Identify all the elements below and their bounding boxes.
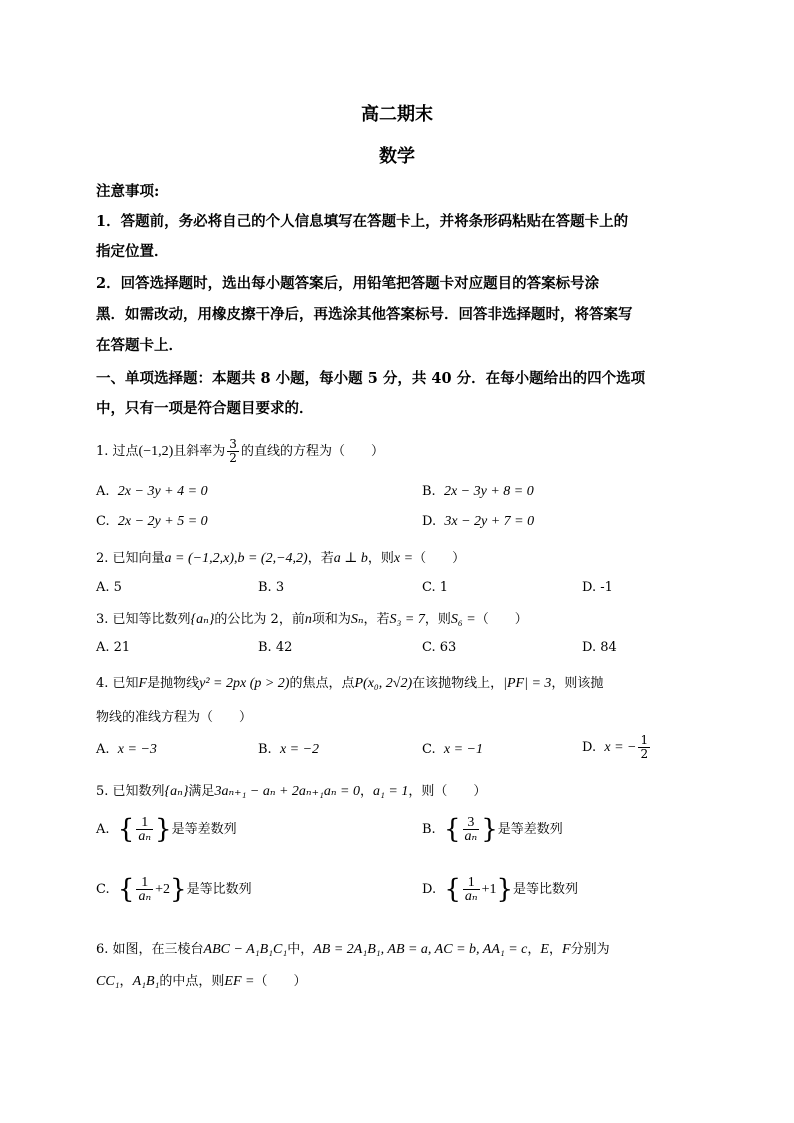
q5-option-a-label: A. xyxy=(96,822,110,837)
right-brace-icon: } xyxy=(496,874,514,905)
q2-ask: x = xyxy=(393,551,414,566)
q4-line-2: 物线的准线方程为（ ） xyxy=(96,710,253,725)
question-6 xyxy=(96,938,610,958)
q5-option-d-text: 是等比数列 xyxy=(513,882,579,897)
question-1 xyxy=(96,438,384,465)
exam-title: 高二期末 xyxy=(361,104,433,125)
q5-option-d-num: 1 xyxy=(463,876,480,890)
right-brace-icon: } xyxy=(481,814,498,845)
left-brace-icon: { xyxy=(444,874,461,905)
q6-point-e: E xyxy=(540,942,549,957)
q4-option-d-text: x = − xyxy=(604,740,637,755)
q5-option-d-plus: +1 xyxy=(481,882,497,897)
q1-slope-fraction xyxy=(227,438,239,465)
q5-option-b-label: B. xyxy=(422,822,436,837)
q3-mid-1: 的公比为 2，前 xyxy=(214,612,305,627)
note-2-line-2: 黑．如需改动，用橡皮擦干净后，再选涂其他答案标号．回答非选择题时，将答案写 xyxy=(96,306,633,323)
q3-sequence: {aₙ} xyxy=(190,612,215,627)
q5-option-b-den: aₙ xyxy=(464,829,478,844)
notes-heading: 注意事项: xyxy=(96,183,160,200)
q2-post: ，则 xyxy=(367,551,394,566)
q4-option-a xyxy=(96,742,157,758)
q6-line-2-comma: ， xyxy=(119,974,133,989)
q4-point: P(x₀, 2√2) xyxy=(354,676,413,691)
q6-line-2 xyxy=(96,970,307,990)
q2-separator: , xyxy=(233,551,238,566)
q6-relation: AB = 2A₁B₁, AB = a, AC = b, AA₁ = c xyxy=(313,942,528,957)
q2-mid: ，若 xyxy=(307,551,334,566)
question-2 xyxy=(96,547,465,567)
q5-prefix: 5. 已知数列 xyxy=(96,784,165,799)
q4-option-c-text: x = −1 xyxy=(443,742,483,757)
q5-option-d xyxy=(422,876,578,903)
q3-option-a: A. 21 xyxy=(96,640,131,655)
q5-tail: ，则（ ） xyxy=(408,784,487,799)
q1-slope-num: 3 xyxy=(229,437,237,451)
q2-option-d: D. -1 xyxy=(582,580,613,595)
q1-prefix: 1. 过点 xyxy=(96,444,139,459)
q3-option-c: C. 63 xyxy=(422,640,457,655)
q2-prefix: 2. 已知向量 xyxy=(96,551,165,566)
q5-option-c xyxy=(96,876,252,903)
q1-option-b xyxy=(422,484,534,500)
q1-option-c xyxy=(96,514,208,530)
q5-option-c-text: 是等比数列 xyxy=(186,882,252,897)
q2-option-b: B. 3 xyxy=(258,580,285,595)
right-brace-icon: } xyxy=(170,874,187,905)
q4-focus: F xyxy=(138,676,148,691)
q4-mid-3: 在该抛物线上， xyxy=(412,676,504,691)
q1-point: (−1,2) xyxy=(138,444,174,459)
q4-option-c xyxy=(422,742,483,758)
q1-option-b-text: 2x − 3y + 8 = 0 xyxy=(443,484,534,499)
q6-edge-a1b1: A₁B₁ xyxy=(132,974,160,989)
q6-vector-ef: EF = xyxy=(224,974,255,989)
q1-option-c-text: 2x − 2y + 5 = 0 xyxy=(117,514,208,529)
q1-option-a xyxy=(96,484,208,500)
section-1-heading-line-2: 中，只有一项是符合题目要求的． xyxy=(96,400,314,417)
section-1-heading-line-1: 一、单项选择题：本题共 8 小题，每小题 5 分，共 40 分．在每小题给出的四个选项 xyxy=(96,370,646,387)
q1-option-d xyxy=(422,514,534,530)
note-2-line-1: 2．回答选择题时，选出每小题答案后，用铅笔把答题卡对应题目的答案标号涂 xyxy=(96,275,600,292)
q4-option-b xyxy=(258,742,319,758)
exam-subject: 数学 xyxy=(379,146,415,167)
q5-relation: 3aₙ₊₁ − aₙ + 2aₙ₊₁aₙ = 0 xyxy=(214,784,360,799)
q5-option-c-fraction xyxy=(136,876,153,903)
q4-distance: |PF| = 3 xyxy=(503,676,552,691)
q6-solid: ABC − A₁B₁C₁ xyxy=(203,942,288,957)
q5-option-c-num: 1 xyxy=(136,876,153,890)
q4-option-a-text: x = −3 xyxy=(117,742,157,757)
note-1-line-1: 1．答题前，务必将自己的个人信息填写在答题卡上，并将条形码粘贴在答题卡上的 xyxy=(96,213,629,230)
q3-option-b: B. 42 xyxy=(258,640,293,655)
q4-mid-1: 是抛物线 xyxy=(147,676,200,691)
q3-mid-4: ，则 xyxy=(424,612,451,627)
q5-initial: a₁ = 1 xyxy=(373,784,409,799)
q6-mid-2: ， xyxy=(527,942,541,957)
q3-s3: S₃ = 7 xyxy=(389,612,425,627)
q2-option-a: A. 5 xyxy=(96,580,122,595)
q4-option-d-num: 1 xyxy=(640,733,649,747)
q2-option-c: C. 1 xyxy=(422,580,449,595)
q1-post: 的直线的方程为（ ） xyxy=(240,444,384,459)
q5-option-c-plus: +2 xyxy=(155,882,171,897)
q3-sn: Sₙ xyxy=(350,612,364,627)
q5-option-d-label: D. xyxy=(422,882,437,897)
q4-option-c-label: C. xyxy=(422,742,436,757)
q2-tail: （ ） xyxy=(413,551,466,566)
q4-option-d-fraction xyxy=(638,734,650,761)
q5-option-a-text: 是等差数列 xyxy=(171,822,237,837)
q3-prefix: 3. 已知等比数列 xyxy=(96,612,191,627)
q1-option-d-label: D. xyxy=(422,514,437,529)
q5-option-b xyxy=(422,816,563,843)
q4-prefix: 4. 已知 xyxy=(96,676,139,691)
q2-vector-b: b = (2,−4,2) xyxy=(237,551,308,566)
q5-option-c-den: aₙ xyxy=(138,889,152,904)
q5-separator: ， xyxy=(360,784,374,799)
q1-option-a-text: 2x − 3y + 4 = 0 xyxy=(117,484,208,499)
q5-sequence: {aₙ} xyxy=(164,784,189,799)
q5-option-c-label: C. xyxy=(96,882,110,897)
q6-point-f: F xyxy=(562,942,571,957)
q3-mid-3: ，若 xyxy=(363,612,390,627)
q4-option-d-den: 2 xyxy=(640,747,649,761)
note-1-line-2: 指定位置． xyxy=(96,243,169,260)
q3-option-d: D. 84 xyxy=(582,640,617,655)
question-5 xyxy=(96,780,486,800)
q1-option-d-text: 3x − 2y + 7 = 0 xyxy=(444,514,535,529)
q1-option-b-label: B. xyxy=(422,484,436,499)
q4-option-b-label: B. xyxy=(258,742,272,757)
right-brace-icon: } xyxy=(155,814,172,845)
q6-mid-1: 中， xyxy=(287,942,314,957)
note-2-line-3: 在答题卡上． xyxy=(96,337,183,354)
q5-option-a xyxy=(96,816,237,843)
q6-line-2-mid: 的中点，则 xyxy=(159,974,225,989)
q1-mid: 且斜率为 xyxy=(173,444,226,459)
q4-parabola: y² = 2px (p > 2) xyxy=(199,676,290,691)
q4-option-b-text: x = −2 xyxy=(279,742,320,757)
q6-mid-3: 分别为 xyxy=(570,942,610,957)
q6-edge-cc1: CC₁ xyxy=(96,974,120,989)
q6-comma: ， xyxy=(548,942,562,957)
q5-option-b-text: 是等差数列 xyxy=(497,822,563,837)
q4-option-d-label: D. xyxy=(582,740,597,755)
question-3 xyxy=(96,608,528,628)
q5-option-d-den: aₙ xyxy=(464,889,478,904)
q5-option-b-num: 3 xyxy=(463,816,480,830)
left-brace-icon: { xyxy=(117,874,135,905)
q5-mid: 满足 xyxy=(188,784,215,799)
q3-tail: （ ） xyxy=(475,612,528,627)
q2-vector-a: a = (−1,2,x) xyxy=(164,551,234,566)
question-4 xyxy=(96,672,603,692)
q2-condition: a ⊥ b xyxy=(333,551,368,566)
q4-tail: ，则该抛 xyxy=(551,676,604,691)
q5-option-a-fraction xyxy=(136,816,153,843)
q3-s6: S₆ = xyxy=(450,612,476,627)
q3-mid-2: 项和为 xyxy=(311,612,351,627)
q1-slope-den: 2 xyxy=(229,451,237,465)
q6-tail: （ ） xyxy=(254,974,307,989)
q5-option-d-fraction xyxy=(463,876,480,903)
q4-mid-2: 的焦点，点 xyxy=(289,676,355,691)
q5-option-a-num: 1 xyxy=(136,816,153,830)
q3-n: n xyxy=(304,612,312,627)
q4-option-a-label: A. xyxy=(96,742,110,757)
left-brace-icon: { xyxy=(117,814,135,845)
q1-option-c-label: C. xyxy=(96,514,110,529)
q1-option-a-label: A. xyxy=(96,484,110,499)
left-brace-icon: { xyxy=(443,814,461,845)
q5-option-b-fraction xyxy=(463,816,480,843)
q4-option-d xyxy=(582,734,652,761)
q5-option-a-den: aₙ xyxy=(138,829,152,844)
q6-prefix: 6. 如图，在三棱台 xyxy=(96,942,204,957)
